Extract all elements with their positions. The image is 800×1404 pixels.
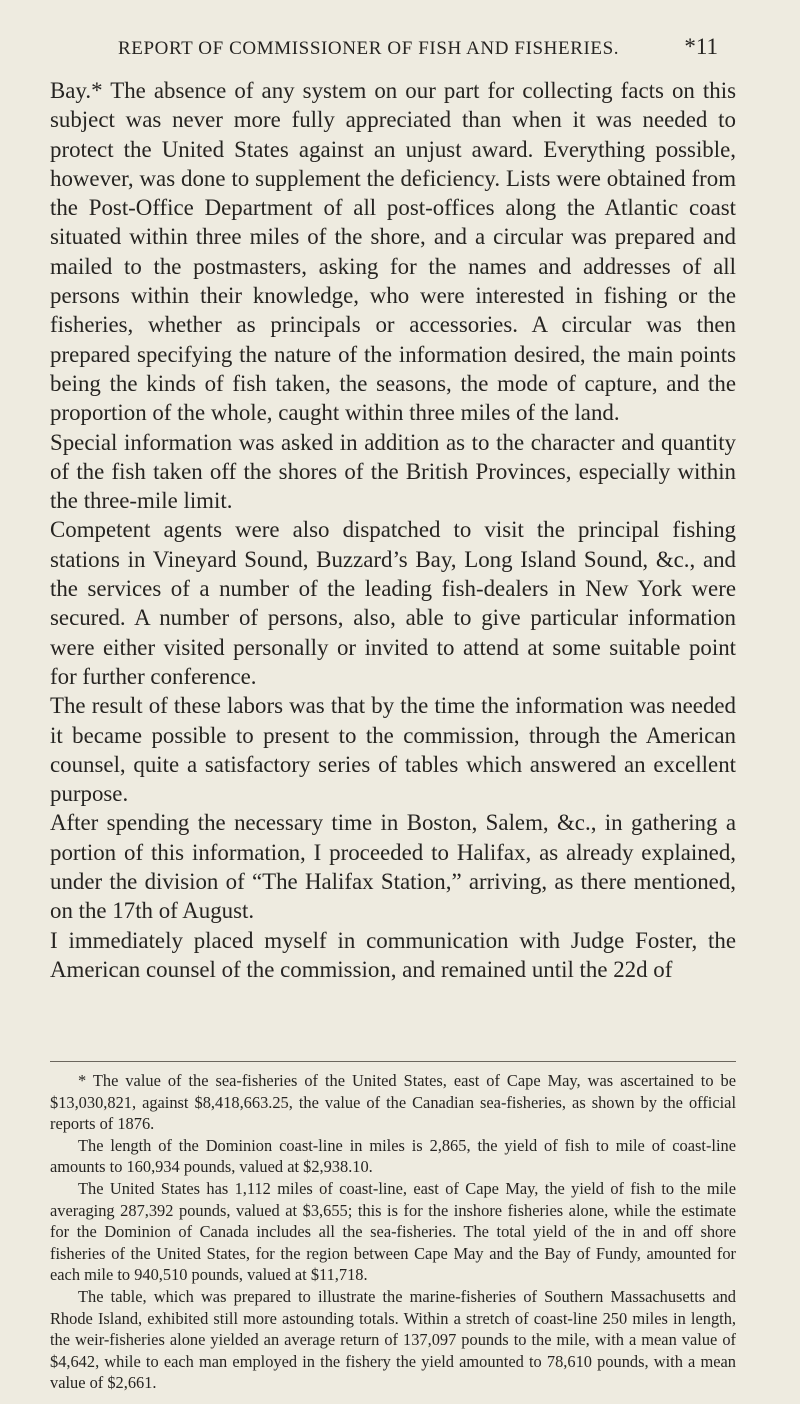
- body-paragraph-1: Bay.* The absence of any system on our part for collecting facts on this subject was never more fully appreciated than when it was needed to protect the United States against an unjust award. Everything possible, however, was done to supplement the deficiency. Lists were obtained from the Post-Office Department of all post-offices along the Atlantic coast situated within three miles of the shore, and a circular was prepared and mailed to the postmasters, asking for the names and addresses of all persons within their knowledge, who were interested in fishing or the fisheries, whether as principals or accessories. A circular was then prepared specifying the nature of the information desired, the main points being the kinds of fish taken, the seasons, the mode of capture, and the proportion of the whole, caught within three miles of the land.: [50, 78, 736, 426]
- footnote-paragraph-3: The United States has 1,112 miles of coast-line, east of Cape May, the yield of fish to the mile averaging 287,392 pounds, valued at $3,655; this is for the inshore fisheries alone, while the estimate for the Dominion of Canada includes all the sea-fisheries. The total yield of the in and off shore fisheries of the United States, for the region between Cape May and the Bay of Fundy, amounted for each mile to 940,510 pounds, valued at $11,718.: [50, 1178, 736, 1285]
- body-paragraph-4: The result of these labors was that by the time the information was needed it became possible to present to the commission, through the American counsel, quite a satisfactory series of tables which answered an excellent purpose.: [50, 693, 736, 807]
- footnote-paragraph-2: The length of the Dominion coast-line in miles is 2,865, the yield of fish to mile of coast-line amounts to 160,934 pounds, valued at $2,938.10.: [50, 1135, 736, 1177]
- footnotes: [50, 1070, 736, 1394]
- body-paragraph-3: Competent agents were also dispatched to visit the principal fishing stations in Vineyard Sound, Buzzard’s Bay, Long Island Sound, &c., and the services of a number of the leading fish-dealers in New York were secured. A number of persons, also, able to give particular information were either visited personally or invited to attend at some suitable point for further conference.: [50, 517, 736, 689]
- footnote-paragraph-4: The table, which was prepared to illustrate the marine-fisheries of Southern Massachusetts and Rhode Island, exhibited still more astounding totals. Within a stretch of coast-line 250 miles in length, the weir-fisheries alone yielded an average return of 137,097 pounds to the mile, with a mean value of $4,642, while to each man employed in the fishery the yield amounted to 78,610 pounds, with a mean value of $2,661.: [50, 1286, 736, 1393]
- footnote-paragraph-1: * The value of the sea-fisheries of the United States, east of Cape May, was ascertained to be $13,030,821, against $8,418,663.25, the value of the Canadian sea-fisheries, as shown by the official reports of 1876.: [50, 1071, 736, 1134]
- body-paragraph-2: Special information was asked in addition as to the character and quantity of the fish taken off the shores of the British Provinces, especially within the three-mile limit.: [50, 429, 736, 514]
- body-paragraph-5: After spending the necessary time in Boston, Salem, &c., in gathering a portion of this information, I proceeded to Halifax, as already explained, under the division of “The Halifax Station,” arriving, as there mentioned, on the 17th of August.: [50, 810, 736, 924]
- body-paragraph-6: I immediately placed myself in communication with Judge Foster, the American counsel of the commission, and remained until the 22d of: [50, 927, 736, 982]
- page-number: *11: [684, 34, 718, 59]
- header-title: REPORT OF COMMISSIONER OF FISH AND FISHERIES.: [118, 38, 620, 59]
- running-head: [118, 34, 718, 60]
- body-text: [50, 76, 736, 984]
- footnote-divider: [50, 1061, 736, 1062]
